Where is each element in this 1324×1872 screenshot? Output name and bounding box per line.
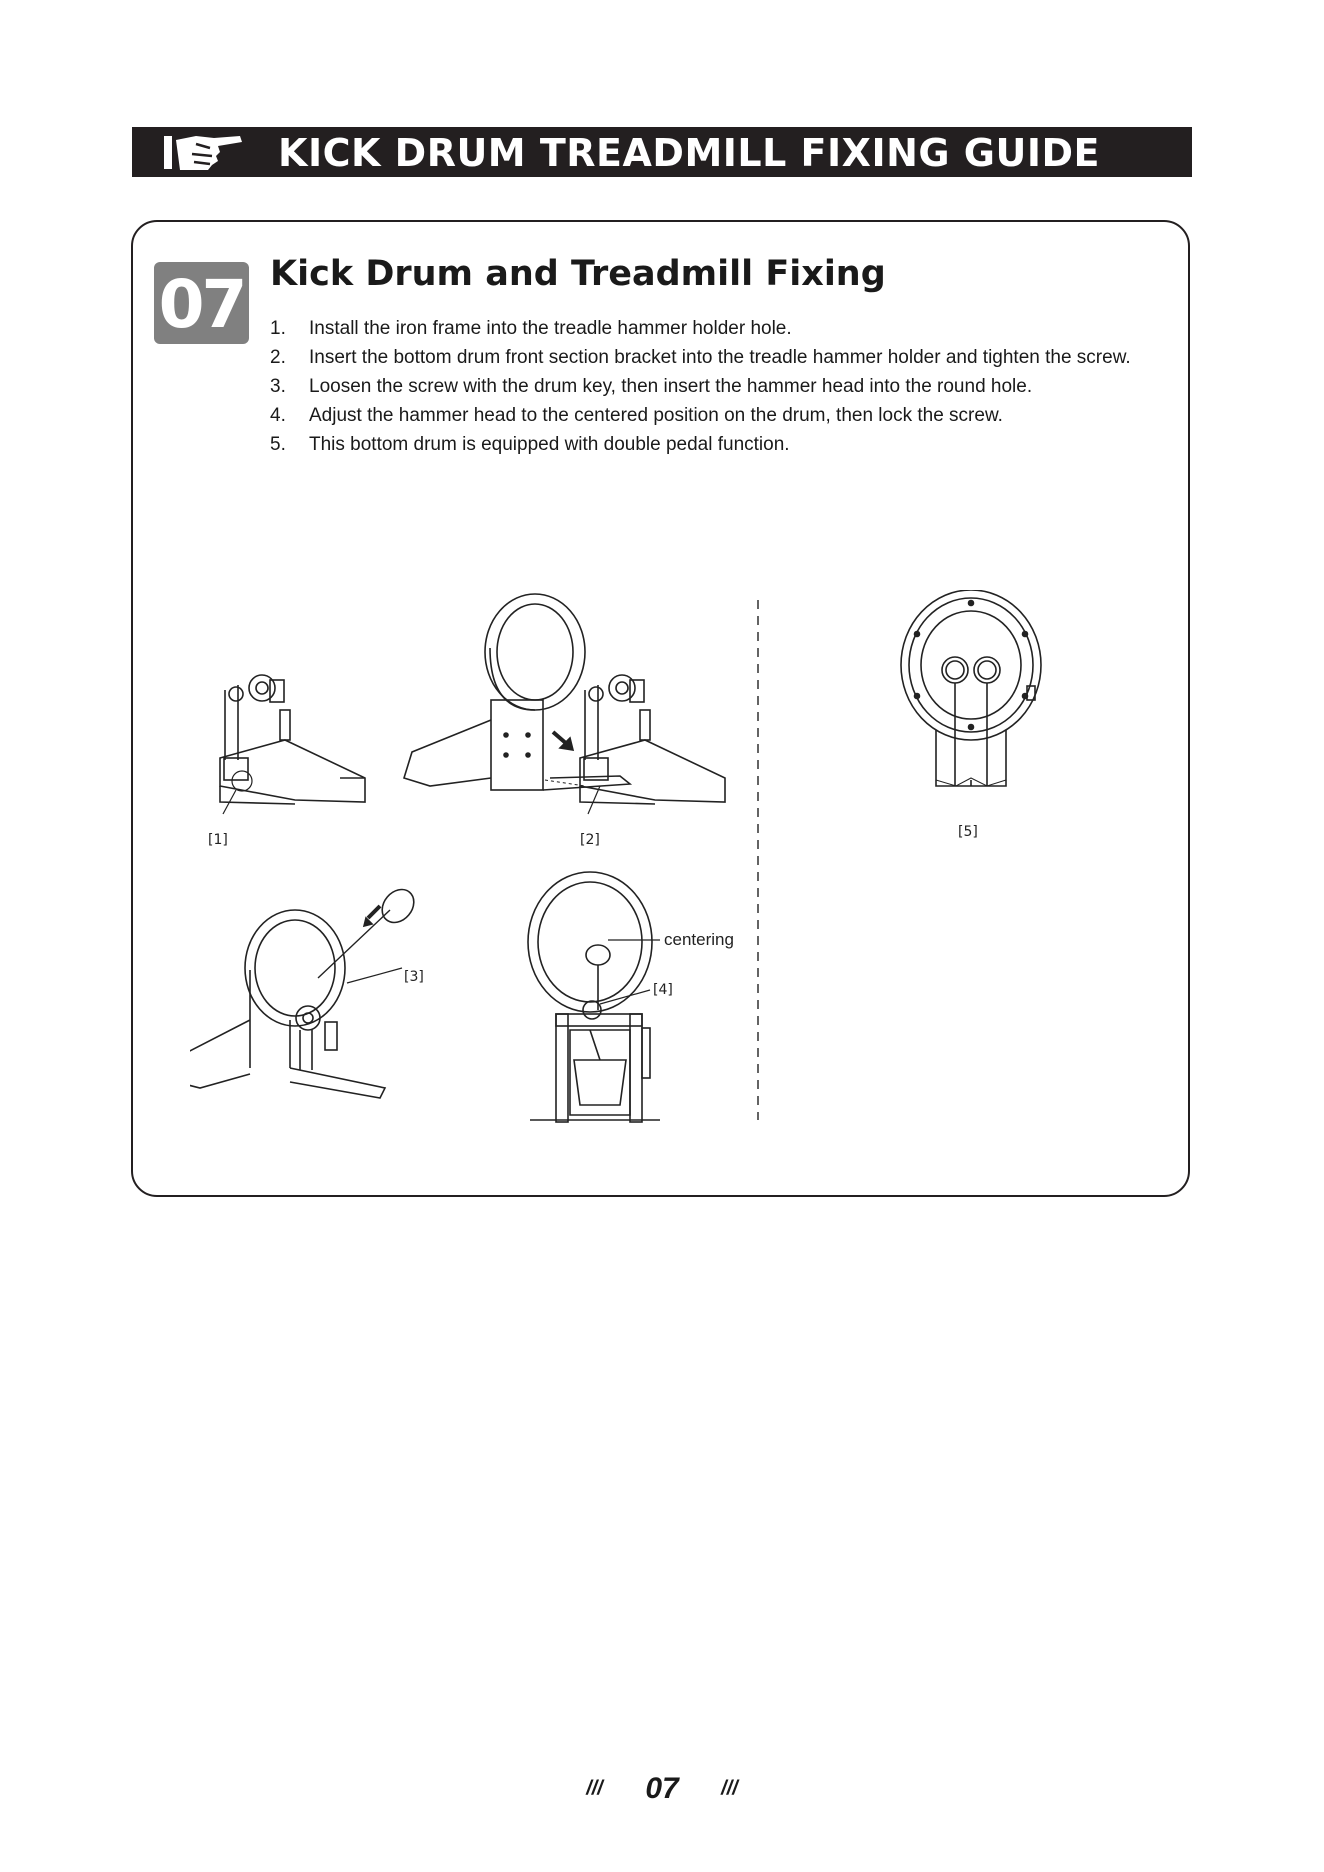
section-title: Kick Drum and Treadmill Fixing <box>270 254 886 294</box>
pointing-hand-icon <box>162 130 246 174</box>
page-footer <box>0 1772 1324 1806</box>
page-number: 07 <box>645 1772 679 1805</box>
instruction-list <box>270 314 1150 459</box>
pedal-illustration-2 <box>580 675 725 804</box>
instruction-number: 2. <box>270 347 286 368</box>
step-number-badge: 07 <box>154 262 249 344</box>
footer-right-mark: /// <box>721 1777 738 1800</box>
drum-with-bracket-illustration <box>404 594 630 790</box>
instruction-number: 3. <box>270 376 286 397</box>
instruction-item <box>270 372 1150 401</box>
centering-front-view-illustration <box>528 872 660 1122</box>
banner-title: KICK DRUM TREADMILL FIXING GUIDE <box>278 131 1100 175</box>
figure-label-4: [4] <box>653 982 673 998</box>
instruction-text: Loosen the screw with the drum key, then insert the hammer head into the round hole. <box>309 376 1033 397</box>
instruction-item <box>270 343 1150 372</box>
instruction-text: Adjust the hammer head to the centered position on the drum, then lock the screw. <box>309 405 1003 426</box>
hammer-insertion-illustration <box>190 883 420 1098</box>
instruction-item <box>270 401 1150 430</box>
centering-label: centering <box>664 930 734 949</box>
figure-label-1: [1] <box>208 832 228 848</box>
assembly-diagram <box>190 590 1150 1130</box>
header-banner <box>132 127 1192 177</box>
drum-rear-view-illustration <box>901 590 1041 786</box>
figure-label-5: [5] <box>958 824 978 840</box>
instruction-text: This bottom drum is equipped with double pedal function. <box>309 434 790 455</box>
instruction-number: 4. <box>270 405 286 426</box>
figure-label-3: [3] <box>404 969 424 985</box>
instruction-text: Install the iron frame into the treadle hammer holder hole. <box>309 318 792 339</box>
pedal-illustration-1 <box>220 675 365 804</box>
instruction-item <box>270 430 1150 459</box>
figure-label-2: [2] <box>580 832 600 848</box>
instruction-text: Insert the bottom drum front section bracket into the treadle hammer holder and tighten the screw. <box>309 347 1131 368</box>
instruction-item <box>270 314 1150 343</box>
instruction-number: 5. <box>270 434 286 455</box>
footer-left-mark: /// <box>586 1777 603 1800</box>
instruction-number: 1. <box>270 318 286 339</box>
